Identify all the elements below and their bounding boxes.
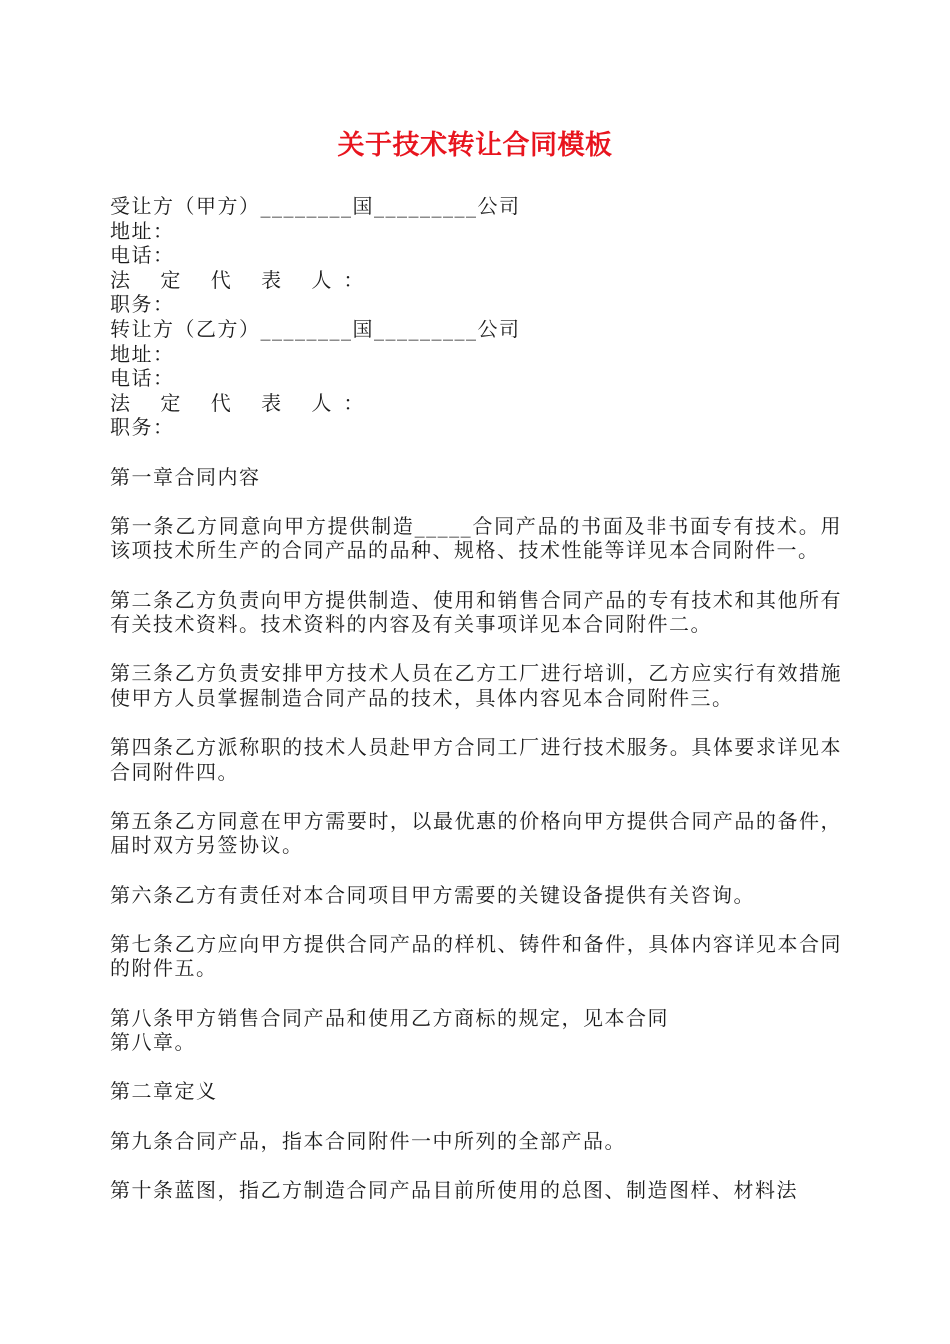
article-4: 第四条乙方派称职的技术人员赴甲方合同工厂进行技术服务。具体要求详见本合同附件四。 bbox=[110, 735, 842, 784]
article-8-line-1: 第八条甲方销售合同产品和使用乙方商标的规定，见本合同 bbox=[110, 1005, 669, 1030]
article-7: 第七条乙方应向甲方提供合同产品的样机、铸件和备件，具体内容详见本合同的附件五。 bbox=[110, 931, 842, 981]
article-3: 第三条乙方负责安排甲方技术人员在乙方工厂进行培训，乙方应实行有效措施使甲方人员掌握制造合同产品的技术，具体内容见本合同附件三。 bbox=[110, 661, 842, 710]
party-b-representative: 法 定 代 表 人： bbox=[110, 390, 376, 415]
party-a-block bbox=[110, 194, 842, 317]
chapter-1-heading: 第一章合同内容 bbox=[110, 464, 261, 489]
document-body bbox=[110, 194, 842, 1202]
article-1: 第一条乙方同意向甲方提供制造_____合同产品的书面及非书面专有技术。用该项技术所生产的合同产品的品种、规格、技术性能等详见本合同附件一。 bbox=[110, 513, 842, 563]
article-2: 第二条乙方负责向甲方提供制造、使用和销售合同产品的专有技术和其他所有有关技术资料。技术资料的内容及有关事项详见本合同附件二。 bbox=[110, 587, 842, 637]
party-b-block bbox=[110, 317, 842, 440]
party-a-phone: 电话： bbox=[110, 243, 175, 268]
party-a-heading: 受让方（甲方）________国_________公司 bbox=[110, 194, 521, 218]
chapter-2-heading: 第二章定义 bbox=[110, 1079, 218, 1104]
article-5: 第五条乙方同意在甲方需要时，以最优惠的价格向甲方提供合同产品的备件，届时双方另签协议。 bbox=[110, 808, 842, 858]
party-a-position: 职务： bbox=[110, 292, 175, 317]
party-a-address: 地址： bbox=[110, 218, 175, 243]
page-title: 关于技术转让合同模板 bbox=[337, 130, 613, 161]
party-b-phone: 电话： bbox=[110, 366, 175, 391]
article-8-line-2: 第八章。 bbox=[110, 1030, 196, 1055]
party-a-representative: 法 定 代 表 人： bbox=[110, 267, 376, 292]
party-b-address: 地址： bbox=[110, 341, 175, 366]
party-b-heading: 转让方（乙方）________国_________公司 bbox=[110, 316, 521, 341]
article-9: 第九条合同产品，指本合同附件一中所列的全部产品。 bbox=[110, 1128, 626, 1153]
article-10: 第十条蓝图，指乙方制造合同产品目前所使用的总图、制造图样、材料法 bbox=[110, 1177, 798, 1202]
party-b-position: 职务： bbox=[110, 415, 175, 440]
article-6: 第六条乙方有责任对本合同项目甲方需要的关键设备提供有关咨询。 bbox=[110, 882, 755, 907]
